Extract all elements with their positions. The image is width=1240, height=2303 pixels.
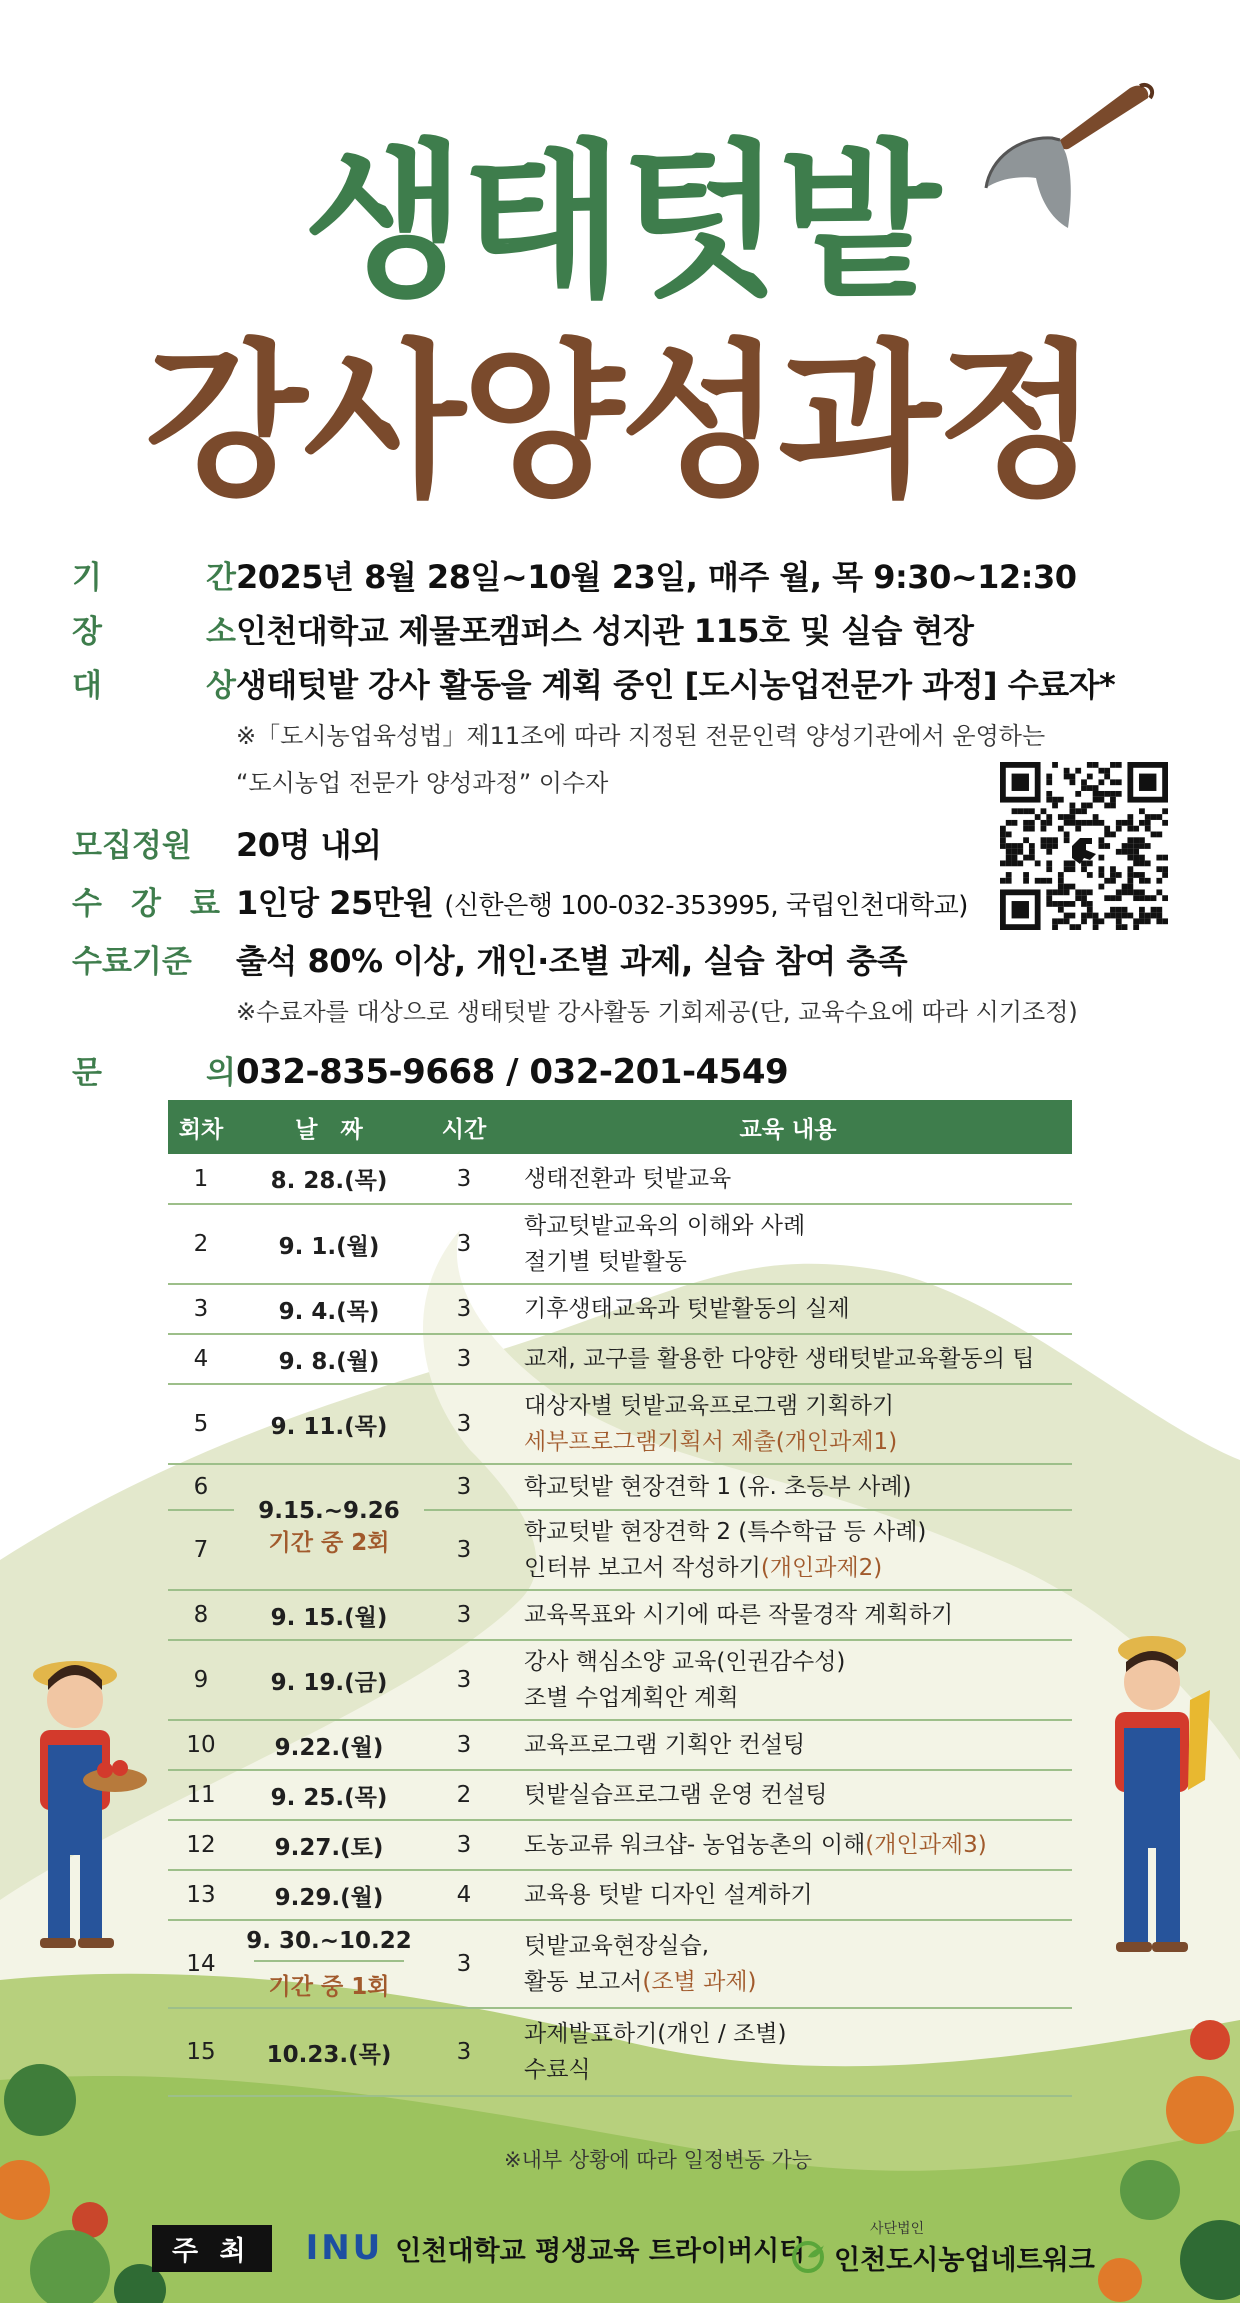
row-date [234,1920,424,2008]
row-time: 3 [424,1284,504,1334]
row-content [504,1640,1072,1720]
content-line [524,1514,1072,1550]
schedule-row [168,1384,1072,1464]
host-org-2-block [790,2218,1095,2277]
row-date-range: 9. 30.~10.22 [246,1927,412,1954]
header-no: 회차 [168,1100,234,1154]
schedule-row [168,1154,1072,1204]
place-row [72,606,1192,652]
header-date: 날 짜 [234,1100,424,1154]
row-time: 4 [424,1870,504,1920]
schedule-row [168,1920,1072,2008]
content-text: 교육용 텃밭 디자인 설계하기 [524,1882,813,1908]
row-content [504,1820,1072,1870]
row-time: 3 [424,1720,504,1770]
target-value: 생태텃밭 강사 활동을 계획 중인 [도시농업전문가 과정] 수료자* [236,666,1116,704]
content-text: 절기별 텃밭활동 [524,1249,687,1275]
content-line [524,1469,1072,1505]
content-line [524,1877,1072,1913]
row-date: 9. 15.(월) [234,1590,424,1640]
date-divider [254,1960,404,1962]
content-text: 학교텃밭 현장견학 1 (유. 초등부 사례) [524,1474,912,1500]
content-line [524,1291,1072,1327]
schedule-row [168,1590,1072,1640]
content-line [524,1680,1072,1716]
content-text: 학교텃밭교육의 이해와 사례 [524,1213,806,1239]
content-text: 학교텃밭 현장견학 2 (특수학급 등 사례) [524,1519,927,1545]
row-no: 14 [168,1920,234,2008]
content-line [524,1928,1072,1964]
row-no: 1 [168,1154,234,1204]
row-content [504,1464,1072,1510]
row-time: 3 [424,2008,504,2096]
schedule-row [168,1284,1072,1334]
row-content [504,1204,1072,1284]
contact-label: 문 의 [72,1055,236,1091]
row-date: 9. 19.(금) [234,1640,424,1720]
qr-code-icon[interactable] [1000,762,1168,930]
row-no: 4 [168,1334,234,1384]
schedule-header-row [168,1100,1072,1154]
period-label: 기 간 [72,560,236,596]
row-time: 3 [424,1510,504,1590]
row-content [504,1510,1072,1590]
content-line [524,1550,1072,1586]
row-content [504,1154,1072,1204]
row-time: 3 [424,1464,504,1510]
row-content [504,1284,1072,1334]
content-text: 활동 보고서 [524,1969,643,1995]
row-no: 5 [168,1384,234,1464]
schedule-row [168,1640,1072,1720]
content-highlight: 세부프로그램기획서 제출(개인과제1) [524,1429,898,1455]
content-line [524,1161,1072,1197]
row-date: 9. 11.(목) [234,1384,424,1464]
schedule-row [168,1720,1072,1770]
criteria-note: ※수료자를 대상으로 생태텃밭 강사활동 기회제공(단, 교육수요에 따라 시기조정) [236,998,1078,1026]
title-line1: 생태텃밭 [303,124,937,320]
row-content [504,1770,1072,1820]
content-text: 텃밭실습프로그램 운영 컨설팅 [524,1782,828,1808]
row-content [504,1920,1072,2008]
content-line [524,2052,1072,2088]
row-date: 8. 28.(목) [234,1154,424,1204]
content-line [524,1208,1072,1244]
row-no: 10 [168,1720,234,1770]
row-time: 3 [424,1820,504,1870]
row-time: 3 [424,1920,504,2008]
row-time: 3 [424,1384,504,1464]
place-value: 인천대학교 제물포캠퍼스 성지관 115호 및 실습 현장 [236,612,974,650]
row-date: 9.29.(월) [234,1870,424,1920]
target-row [72,660,1192,706]
row-time: 3 [424,1590,504,1640]
row-date: 9. 8.(월) [234,1334,424,1384]
row-content [504,2008,1072,2096]
row-no: 9 [168,1640,234,1720]
content-text: 도농교류 워크샵- 농업농촌의 이해 [524,1832,866,1858]
content-text: 강사 핵심소양 교육(인권감수성) [524,1649,846,1675]
schedule-row [168,1334,1072,1384]
schedule-row [168,1464,1072,1510]
content-text: 대상자별 텃밭교육프로그램 기획하기 [524,1393,895,1419]
row-no: 6 [168,1464,234,1510]
header-content: 교육 내용 [504,1100,1072,1154]
header-time: 시간 [424,1100,504,1154]
content-line [524,1827,1072,1863]
row-date: 10.23.(목) [234,2008,424,2096]
content-line [524,1341,1072,1377]
contact-value: 032-835-9668 / 032-201-4549 [236,1052,789,1092]
period-value: 2025년 8월 28일~10월 23일, 매주 월, 목 9:30~12:30 [236,558,1077,596]
content-line [524,1964,1072,2000]
row-no: 11 [168,1770,234,1820]
row-no: 2 [168,1204,234,1284]
content-line [524,1777,1072,1813]
fee-label: 수 강 료 [72,886,220,922]
row-no: 8 [168,1590,234,1640]
row-time: 3 [424,1334,504,1384]
schedule-row [168,1204,1072,1284]
host-tag: 주 최 [152,2225,272,2272]
row-date: 9. 25.(목) [234,1770,424,1820]
content-text: 수료식 [524,2057,591,2083]
content-text: 인터뷰 보고서 작성하기 [524,1555,761,1581]
schedule-row [168,1820,1072,1870]
schedule-table [168,1100,1072,2097]
place-label: 장 소 [72,614,236,650]
host-bar [152,2226,805,2270]
content-text: 생태전환과 텃밭교육 [524,1165,732,1192]
host-org-2-small: 사단법인 [870,2221,925,2237]
schedule-row [168,1770,1072,1820]
host-org-2: 인천도시농업네트워크 [834,2245,1095,2276]
row-time: 2 [424,1770,504,1820]
row-no: 13 [168,1870,234,1920]
row-content [504,1870,1072,1920]
row-no: 15 [168,2008,234,2096]
capacity-value: 20명 내외 [236,826,382,864]
content-text: 교육목표와 시기에 따른 작물경작 계획하기 [524,1602,954,1628]
row-no: 3 [168,1284,234,1334]
period-row [72,552,1192,598]
content-text: 조별 수업계획안 계획 [524,1685,739,1711]
row-content [504,1720,1072,1770]
schedule-footnote: ※내부 상황에 따라 일정변동 가능 [504,2148,813,2172]
capacity-label: 모집정원 [72,828,192,864]
host-org-1: 인천대학교 평생교육 트라이버시티 [395,2235,806,2267]
target-label: 대 상 [72,668,236,704]
criteria-value: 출석 80% 이상, 개인·조별 과제, 실습 참여 충족 [236,942,908,980]
content-text: 기후생태교육과 텃밭활동의 실제 [524,1296,850,1322]
content-line [524,1727,1072,1763]
criteria-row [72,936,1192,982]
row-date-range: 9.15.~9.26 [258,1497,400,1524]
row-no: 7 [168,1510,234,1590]
content-text: 텃밭교육현장실습, [524,1933,710,1959]
target-note-2: “도시농업 전문가 양성과정” 이수자 [236,769,609,797]
schedule-row [168,1870,1072,1920]
row-date [234,1464,424,1590]
content-line [524,1388,1072,1424]
row-date: 9.22.(월) [234,1720,424,1770]
content-highlight: (개인과제2) [760,1555,883,1581]
target-note-1: ※「도시농업육성법」제11조에 따라 지정된 전문인력 양성기관에서 운영하는 [236,722,1046,750]
schedule-row [168,2008,1072,2096]
content-line [524,2016,1072,2052]
row-content [504,1590,1072,1640]
row-date-note: 기간 중 2회 [268,1529,390,1556]
row-time: 3 [424,1204,504,1284]
row-date-note: 기간 중 1회 [268,1973,390,2000]
leaf-logo-icon [790,2239,826,2275]
fee-account: (신한은행 100-032-353995, 국립인천대학교) [444,891,968,921]
content-highlight: (조별 과제) [642,1969,757,1995]
content-line [524,1597,1072,1633]
row-date: 9.27.(토) [234,1820,424,1870]
inu-logo: INU [305,2228,384,2268]
content-text: 교육프로그램 기획안 컨설팅 [524,1732,806,1758]
content-highlight: (개인과제3) [865,1832,987,1858]
row-no: 12 [168,1820,234,1870]
content-line [524,1244,1072,1280]
row-date: 9. 1.(월) [234,1204,424,1284]
row-content [504,1384,1072,1464]
row-time: 3 [424,1640,504,1720]
fee-value: 1인당 25만원 (신한은행 100-032-353995, 국립인천대학교) [236,884,968,922]
row-content [504,1334,1072,1384]
content-text: 과제발표하기(개인 / 조별) [524,2021,787,2047]
criteria-label: 수료기준 [72,944,192,980]
title-line2: 강사양성과정 [145,324,1095,520]
content-line [524,1424,1072,1460]
content-text: 교재, 교구를 활용한 다양한 생태텃밭교육활동의 팁 [524,1346,1035,1372]
row-time: 3 [424,1154,504,1204]
row-date: 9. 4.(목) [234,1284,424,1334]
contact-row [72,1047,1192,1092]
content-line [524,1644,1072,1680]
